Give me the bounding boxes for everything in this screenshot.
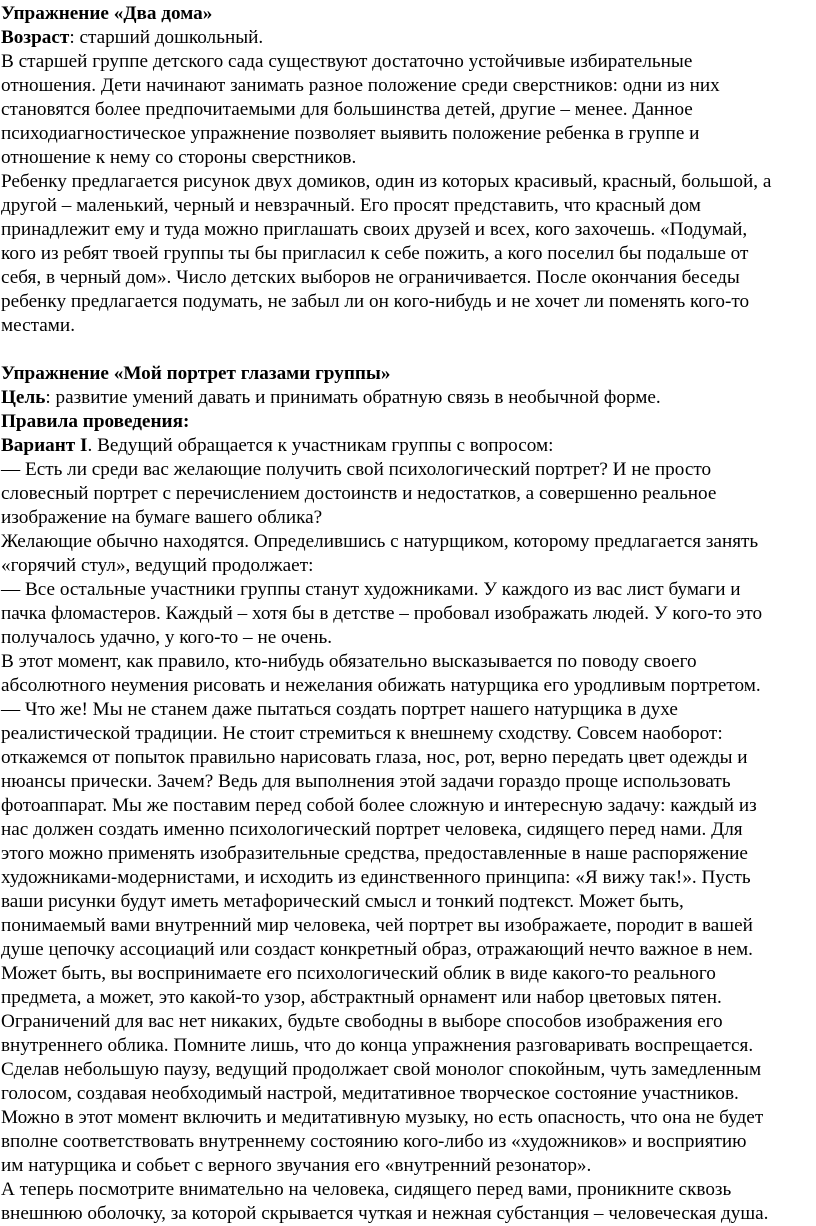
- text-line: Желающие обычно находятся. Определившись с натурщиком, которому предлагается занять: [1, 531, 759, 552]
- text-line: В этот момент, как правило, кто-нибудь обязательно высказывается по поводу своего: [1, 651, 697, 672]
- text-line: — Все остальные участники группы станут художниками. У каждого из вас лист бумаги и: [1, 579, 741, 600]
- text-line: нюансы прически. Зачем? Ведь для выполнения этой задачи гораздо проще использовать: [1, 771, 731, 792]
- text-line: душе цепочку ассоциаций или создаст конкретный образ, отражающий нечто важное в нем.: [1, 939, 753, 960]
- section1-age: [0, 26, 816, 50]
- text-line: отношения. Дети начинают занимать разное положение среди сверстников: одни из них: [1, 75, 720, 96]
- section2-title: [0, 362, 816, 386]
- text-line: абсолютного неумения рисовать и нежелания обижать натурщика его уродливым портретом.: [1, 675, 761, 696]
- section2-rules: [0, 410, 816, 434]
- text-line: принадлежит ему и туда можно приглашать своих друзей и всех, кого захочешь. «Подумай,: [1, 219, 748, 240]
- text-line: им натурщика и собьет с верного звучания его «внутренний резонатор».: [1, 1155, 592, 1176]
- text-line: художниками-модернистами, и исходить из единственного принципа: «Я вижу так!». Пусть: [1, 867, 751, 888]
- text-line: Может быть, вы воспринимаете его психологический облик в виде какого-то реального: [1, 963, 716, 984]
- text-line: Ребенку предлагается рисунок двух домиков, один из которых красивый, красный, большой, а: [1, 171, 772, 192]
- rules-label: Правила проведения:: [1, 411, 190, 432]
- section1-title-text: Упражнение «Два дома»: [1, 3, 213, 24]
- text-line: — Что же! Мы не станем даже пытаться создать портрет нашего натурщика в духе: [1, 699, 678, 720]
- text-line: «горячий стул», ведущий продолжает:: [1, 555, 314, 576]
- text-line: внешнюю оболочку, за которой скрывается чуткая и нежная субстанция – человеческая душа.: [1, 1203, 769, 1224]
- variant-value: . Ведущий обращается к участникам группы с вопросом:: [87, 435, 554, 456]
- text-line: предмета, а может, это какой-то узор, абстрактный орнамент или набор цветовых пятен.: [1, 987, 722, 1008]
- text-line: Можно в этот момент включить и медитативную музыку, но есть опасность, что она не будет: [1, 1107, 764, 1128]
- text-line: А теперь посмотрите внимательно на человека, сидящего перед вами, проникните сквозь: [1, 1179, 732, 1200]
- text-line: отношение к нему со стороны сверстников.: [1, 147, 357, 168]
- text-line: внутреннего облика. Помните лишь, что до конца упражнения разговаривать воспрещается.: [1, 1035, 754, 1056]
- text-line: словесный портрет с перечислением достоинств и недостатков, а совершенно реальное: [1, 483, 717, 504]
- text-line: В старшей группе детского сада существуют достаточно устойчивые избирательные: [1, 51, 693, 72]
- text-line: изображение на бумаге вашего облика?: [1, 507, 323, 528]
- section2-body: [0, 458, 816, 1226]
- text-line: нас должен создать именно психологический портрет человека, сидящего перед нами. Для: [1, 819, 743, 840]
- text-line: вполне соответствовать внутреннему состоянию кого-либо из «художников» и восприятию: [1, 1131, 747, 1152]
- age-value: : старший дошкольный.: [69, 27, 264, 48]
- section-spacer: [0, 338, 816, 362]
- text-line: пачка фломастеров. Каждый – хотя бы в детстве – пробовал изображать людей. У кого-то это: [1, 603, 763, 624]
- text-line: себя, в черный дом». Число детских выборов не ограничивается. После окончания беседы: [1, 267, 740, 288]
- text-line: откажемся от попыток правильно нарисовать глаза, нос, рот, верно передать цвет одежды и: [1, 747, 748, 768]
- text-line: становятся более предпочитаемыми для большинства детей, другие – менее. Данное: [1, 99, 693, 120]
- section2-goal: [0, 386, 816, 410]
- text-line: Сделав небольшую паузу, ведущий продолжает свой монолог спокойным, чуть замедленным: [1, 1059, 762, 1080]
- text-line: Ограничений для вас нет никаких, будьте свободны в выборе способов изображения его: [1, 1011, 723, 1032]
- text-line: ваши рисунки будут иметь метафорический смысл и тонкий подтекст. Может быть,: [1, 891, 684, 912]
- text-line: фотоаппарат. Мы же поставим перед собой более сложную и интересную задачу: каждый из: [1, 795, 757, 816]
- section2-title-text: Упражнение «Мой портрет глазами группы»: [1, 363, 391, 384]
- text-line: ребенку предлагается подумать, не забыл ли он кого-нибудь и не хочет ли поменять кого-то: [1, 291, 750, 312]
- text-line: голосом, создавая необходимый настрой, медитативное творческое состояние участников.: [1, 1083, 739, 1104]
- text-line: реалистической традиции. Не стоит стремиться к внешнему сходству. Совсем наоборот:: [1, 723, 723, 744]
- text-line: другой – маленький, черный и невзрачный. Его просят представить, что красный дом: [1, 195, 701, 216]
- text-line: местами.: [1, 315, 75, 336]
- variant-label: Вариант I: [1, 435, 88, 456]
- text-line: кого из ребят твоей группы ты бы пригласил к себе пожить, а кого поселил бы подальше от: [1, 243, 749, 264]
- goal-value: : развитие умений давать и принимать обратную связь в необычной форме.: [45, 387, 661, 408]
- section2-variant: [0, 434, 816, 458]
- text-line: понимаемый вами внутренний мир человека, чей портрет вы изображаете, породит в вашей: [1, 915, 753, 936]
- goal-label: Цель: [1, 387, 46, 408]
- text-line: психодиагностическое упражнение позволяет выявить положение ребенка в группе и: [1, 123, 700, 144]
- text-line: получалось удачно, у кого-то – не очень.: [1, 627, 333, 648]
- text-line: — Есть ли среди вас желающие получить свой психологический портрет? И не просто: [1, 459, 712, 480]
- section1-body: [0, 50, 816, 338]
- text-line: этого можно применять изобразительные средства, предоставленные в наше распоряжение: [1, 843, 748, 864]
- section1-title: [0, 2, 816, 26]
- age-label: Возраст: [1, 27, 70, 48]
